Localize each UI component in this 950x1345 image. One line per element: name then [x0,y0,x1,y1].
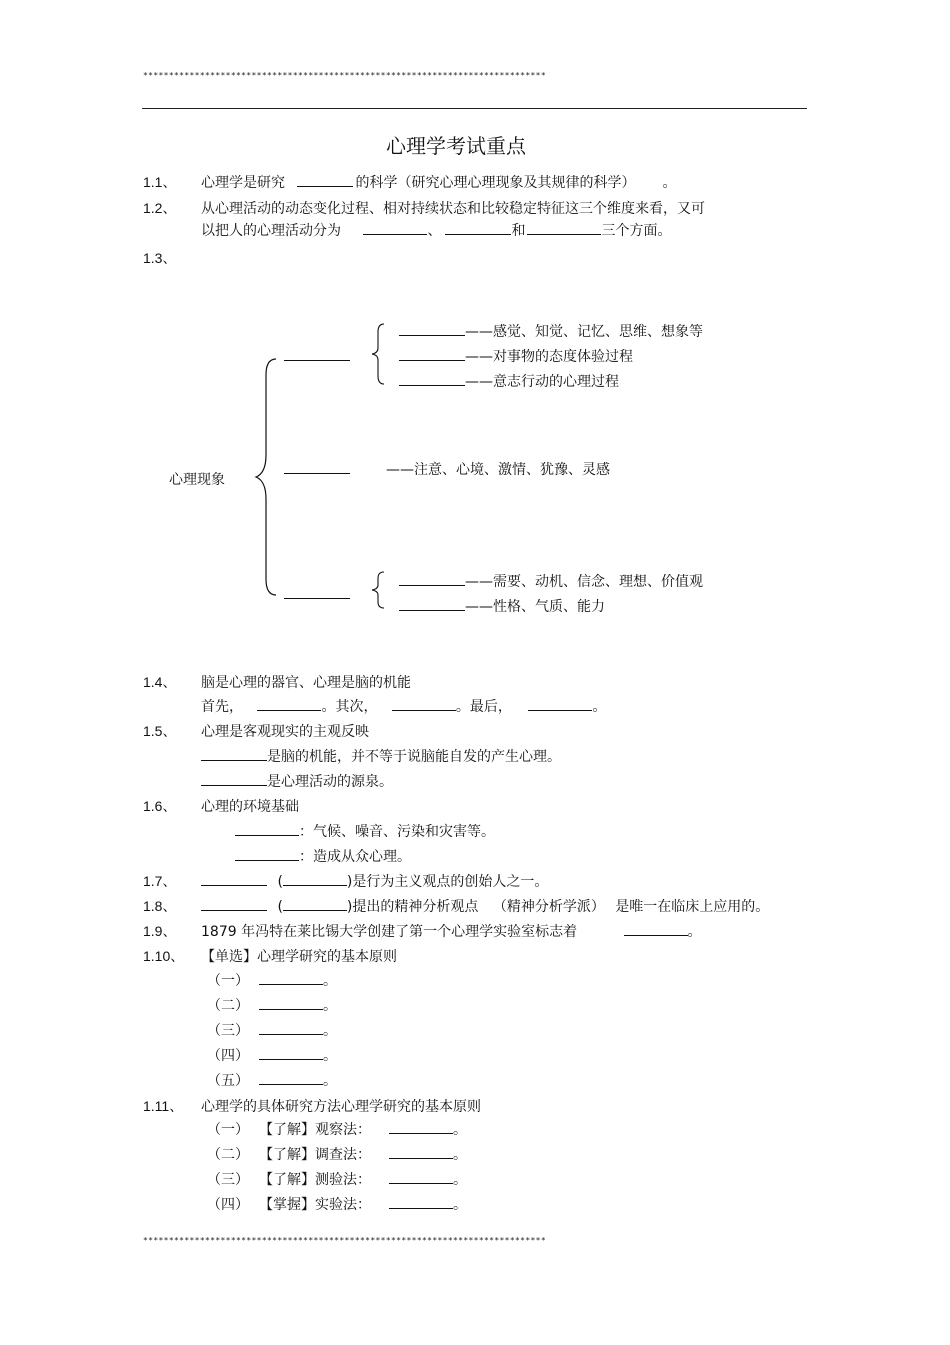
text: 。 [323,973,337,989]
item-1-11-title: 心理学的具体研究方法心理学研究的基本原则 [201,1099,481,1115]
large-left-brace-icon [250,355,290,600]
diagram-row [399,596,605,616]
item-1-7-line [201,871,548,891]
dash: —— [465,599,493,615]
item-number: 1.9、 [143,923,177,939]
diagram-desc: 需要、动机、信念、理想、价值观 [493,574,703,590]
item-1-5-title: 心理是客观现实的主观反映 [201,724,369,740]
fill-blank[interactable] [399,573,465,586]
list-item [207,1169,467,1189]
text: ：气候、噪音、污染和灾害等。 [299,824,495,840]
text: 。 [453,1122,467,1138]
fill-blank[interactable] [259,972,323,985]
text: 。其次， [321,699,378,715]
fill-blank[interactable] [399,598,465,611]
fill-blank[interactable] [201,873,267,886]
fill-blank[interactable] [201,773,267,786]
list-item [207,995,337,1015]
text: （四） [207,1197,249,1213]
small-left-brace-icon [368,570,390,610]
diagram-row [399,571,703,591]
fill-blank[interactable] [257,698,321,711]
dash: —— [465,574,493,590]
fill-blank[interactable] [201,748,267,761]
fill-blank[interactable] [528,698,592,711]
text: 调查法： [315,1147,371,1163]
item-1-9-line [201,921,702,941]
fill-blank[interactable] [399,323,465,336]
item-number: 1.6、 [143,798,177,814]
diagram-desc: 意志行动的心理过程 [493,374,619,390]
item-number: 1.8、 [143,898,177,914]
diagram-row [399,346,633,366]
diagram-blank-process[interactable] [284,360,350,361]
item-1-2-line2 [201,220,671,240]
fill-blank[interactable] [445,222,511,235]
fill-blank[interactable] [259,1022,323,1035]
fill-blank[interactable] [389,1146,453,1159]
text: （一） [207,973,249,989]
item-number: 1.10、 [143,948,185,964]
text: 观察法： [315,1122,371,1138]
text: ：造成从众心理。 [299,849,411,865]
item-number: 1.7、 [143,873,177,889]
item-1-8-line [201,896,769,916]
text: （二） [207,1147,249,1163]
item-1-6-line2 [235,846,411,866]
text: 首先， [201,699,243,715]
item-1-10-title: 【单选】心理学研究的基本原则 [201,949,397,965]
fill-blank[interactable] [235,848,299,861]
diagram-blank-state[interactable] [284,473,350,474]
dash: —— [465,374,493,390]
text: ( [277,899,283,915]
item-1-5-line2 [201,771,393,791]
fill-blank[interactable] [201,898,267,911]
diagram-root-label: 心理现象 [169,472,225,488]
diagram-desc: 注意、心境、激情、犹豫、灵感 [414,462,610,478]
list-item [207,1194,467,1214]
text: 【掌握】 [259,1197,315,1213]
fill-blank[interactable] [259,1047,323,1060]
text: 。 [323,1073,337,1089]
text: 是唯一在临床上应用的。 [615,899,770,915]
text: 的科学（研究心理心理现象及其规律的科学） [355,175,629,191]
text: 。 [323,998,337,1014]
small-left-brace-icon [368,322,390,386]
text: 是心理活动的源泉。 [267,774,393,790]
text: 三个方面。 [601,223,672,239]
text: 【了解】 [259,1122,315,1138]
text: 是脑的机能，并不等于说脑能自发的产生心理。 [267,749,561,765]
fill-blank[interactable] [389,1121,453,1134]
item-number: 1.11、 [143,1098,184,1114]
fill-blank[interactable] [283,898,347,911]
text: 。 [323,1048,337,1064]
text: 。 [323,1023,337,1039]
text: 测验法： [315,1172,371,1188]
diagram-row [399,371,619,391]
list-item [207,970,337,990]
item-1-1-text [201,172,676,192]
fill-blank[interactable] [624,923,688,936]
list-item [207,1119,467,1139]
list-item [207,1020,337,1040]
diagram-desc: 感觉、知觉、记忆、思维、想象等 [493,324,703,340]
text: )是行为主义观点的创始人之一。 [346,874,549,890]
fill-blank[interactable] [527,222,601,235]
text: 【了解】 [259,1172,315,1188]
item-1-5-line1 [201,746,561,766]
item-1-4-line [201,696,606,716]
text: 。 [453,1147,467,1163]
text: 。 [687,924,702,940]
text: （三） [207,1023,249,1039]
fill-blank[interactable] [392,698,456,711]
header-asterisk-line: ****************************************************************************** [143,71,546,80]
list-item [207,1144,467,1164]
text: （精神分析学派） [492,899,605,915]
text: 实验法： [315,1197,371,1213]
text: （一） [207,1122,249,1138]
text: 。 [662,175,677,191]
text: （二） [207,998,249,1014]
item-1-4-title: 脑是心理的器官、心理是脑的机能 [201,675,411,691]
fill-blank[interactable] [389,1171,453,1184]
item-number: 1.5、 [143,723,177,739]
fill-blank[interactable] [389,1196,453,1209]
text: （三） [207,1172,249,1188]
list-item [207,1045,337,1065]
dash: —— [386,462,414,478]
fill-blank[interactable] [259,997,323,1010]
dash: —— [465,324,493,340]
text: )提出的精神分析观点 [346,899,479,915]
text: 心理学是研究 [201,175,285,191]
text: 、 [427,223,442,239]
text: 【了解】 [259,1147,315,1163]
item-1-2-line1: 从心理活动的动态变化过程、相对持续状态和比较稳定特征这三个维度来看，又可 [201,201,705,217]
fill-blank[interactable] [399,373,465,386]
text: 1879 年冯特在莱比锡大学创建了第一个心理学实验室标志着 [201,924,578,940]
item-number: 1.3、 [143,250,177,266]
header-rule [142,108,807,109]
fill-blank[interactable] [259,1072,323,1085]
text: 。 [453,1172,467,1188]
list-item [207,1070,337,1090]
item-number: 1.4、 [143,674,177,690]
item-1-6-title: 心理的环境基础 [201,799,299,815]
text: 。最后， [455,699,512,715]
diagram-row [386,459,610,479]
diagram-desc: 性格、气质、能力 [493,599,605,615]
item-1-6-line1 [235,821,495,841]
fill-blank[interactable] [235,823,299,836]
text: （四） [207,1048,249,1064]
text: ( [277,874,283,890]
item-number: 1.1、 [143,174,177,190]
footer-asterisk-line: ****************************************************************************** [143,1236,546,1245]
text: 和 [511,223,526,239]
diagram-row [399,321,703,341]
fill-blank[interactable] [283,873,347,886]
text: 。 [453,1197,467,1213]
text: （五） [207,1073,249,1089]
dash: —— [465,349,493,365]
page-title: 心理学考试重点 [386,134,526,158]
fill-blank[interactable] [363,222,427,235]
item-number: 1.2、 [143,200,177,216]
text: 。 [592,699,607,715]
text: 以把人的心理活动分为 [201,223,341,239]
diagram-blank-trait[interactable] [284,598,350,599]
fill-blank[interactable] [297,174,353,187]
fill-blank[interactable] [399,348,465,361]
diagram-desc: 对事物的态度体验过程 [493,349,633,365]
